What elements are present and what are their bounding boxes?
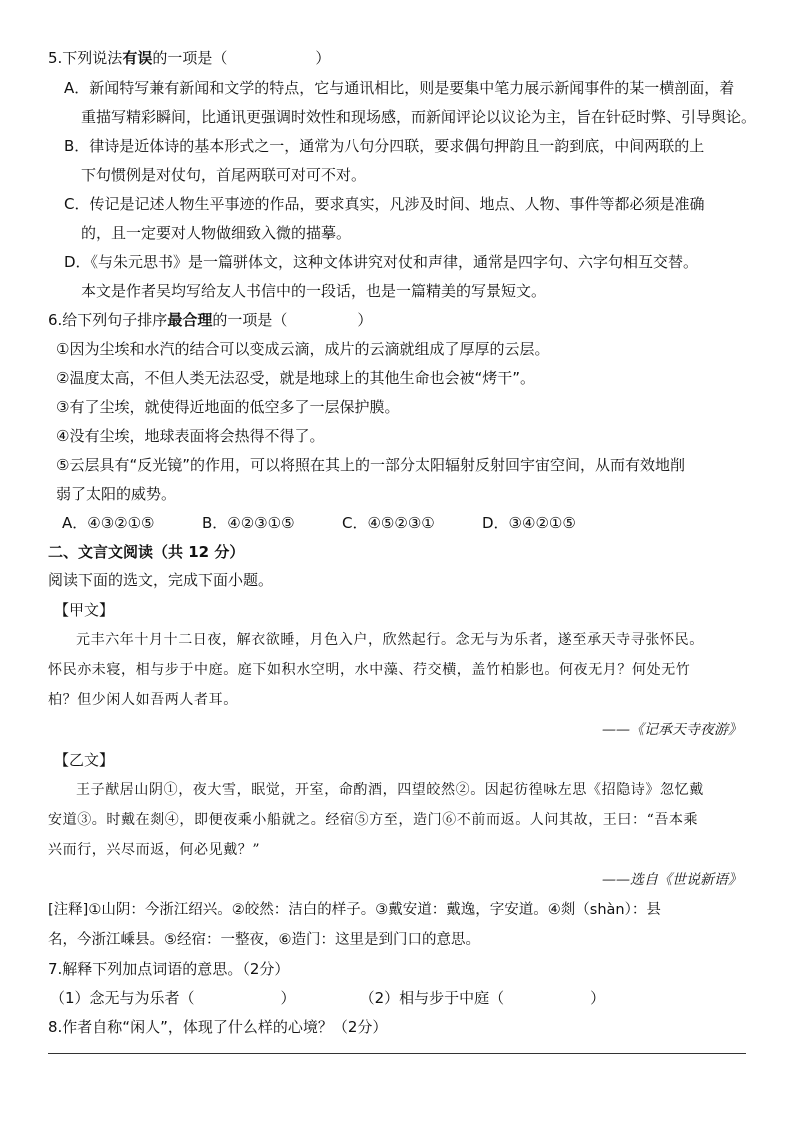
passage-jia-line-3: 柏？但少闲人如吾两人者耳。 bbox=[48, 692, 238, 708]
answer-line[interactable] bbox=[48, 1053, 746, 1054]
q5-option-c-cont: 的，且一定要对人物做细致入微的描摹。 bbox=[81, 224, 352, 242]
q8-stem: 8.作者自称“闲人”，体现了什么样的心境？（2分） bbox=[48, 1018, 388, 1036]
q5-option-a: A．新闻特写兼有新闻和文学的特点，它与通讯相比，则是要集中笔力展示新闻事件的某一横剖面，着 bbox=[64, 79, 735, 97]
section-2-title: 二、文言文阅读（共 12 分） bbox=[48, 543, 245, 561]
q5-option-c: C．传记是记述人物生平事迹的作品，要求真实，凡涉及时间、地点、人物、事件等都必须是准确 bbox=[64, 195, 705, 213]
q6-choice-c[interactable]: C．④⑤②③① bbox=[342, 514, 435, 532]
section-2-score: （共 12 分） bbox=[153, 543, 245, 561]
passage-jia-line-1: 元丰六年十月十二日夜，解衣欲睡，月色入户，欣然起行。念无与为乐者，遂至承天寺寻张怀民。 bbox=[76, 632, 704, 648]
annotation-line-2: 名，今浙江嵊县。⑤经宿：一整夜，⑥造门：这里是到门口的意思。 bbox=[48, 932, 480, 948]
q5-option-d-cont: 本文是作者吴均写给友人书信中的一段话，也是一篇精美的写景短文。 bbox=[81, 282, 547, 300]
q6-sentence-5: ⑤云层具有“反光镜”的作用，可以将照在其上的一部分太阳辐射反射回宇宙空间，从而有效地削 bbox=[56, 456, 685, 474]
q6-choice-b[interactable]: B．④②③①⑤ bbox=[202, 514, 295, 532]
q5-option-b: B．律诗是近体诗的基本形式之一，通常为八句分四联，要求偶句押韵且一韵到底，中间两联的上 bbox=[64, 137, 705, 155]
q5-option-d: D．《与朱元思书》是一篇骈体文，这种文体讲究对仗和声律，通常是四字句、六字句相互交替。 bbox=[64, 253, 699, 271]
q5-option-a-cont: 重描写精彩瞬间，比通讯更强调时效性和现场感，而新闻评论以议论为主，旨在针砭时弊、引导舆论。 bbox=[81, 108, 757, 126]
q7-items: （1）念无与为乐者（ ） （2）相与步于中庭（ ） bbox=[50, 989, 606, 1007]
passage-yi-line-2: 安道③。时戴在剡④，即便夜乘小船就之。经宿⑤方至，造门⑥不前而返。人问其故，王曰：“吾本乘 bbox=[48, 812, 699, 828]
q5-stem: 5.下列说法有误的一项是（ ） bbox=[48, 49, 331, 67]
q7-item-2: （2）相与步于中庭（ bbox=[359, 989, 505, 1007]
q5-option-b-cont: 下句惯例是对仗句，首尾两联可对可不对。 bbox=[81, 166, 367, 184]
passage-jia-line-2: 怀民亦未寝，相与步于中庭。庭下如积水空明，水中藻、荇交横，盖竹柏影也。何夜无月？何处无竹 bbox=[48, 662, 691, 678]
annotation-line-1: [注释]①山阴：今浙江绍兴。②皎然：洁白的样子。③戴安道：戴逸，字安道。④剡（shàn）：县 bbox=[48, 902, 661, 918]
q6-sentence-1: ①因为尘埃和水汽的结合可以变成云滴，成片的云滴就组成了厚厚的云层。 bbox=[56, 340, 550, 358]
q7-item-1: （1）念无与为乐者（ bbox=[50, 989, 195, 1007]
passage-jia-label: 【甲文】 bbox=[54, 601, 115, 619]
q6-sentence-2: ②温度太高，不但人类无法忍受，就是地球上的其他生命也会被“烤干”。 bbox=[56, 369, 535, 387]
passage-yi-label: 【乙文】 bbox=[54, 751, 115, 769]
exam-page bbox=[48, 46, 757, 1042]
q7-stem: 7.解释下列加点词语的意思。（2分） bbox=[48, 960, 290, 978]
section-2-instruction: 阅读下面的选文，完成下面小题。 bbox=[48, 571, 274, 589]
q6-sentence-5-cont: 弱了太阳的威势。 bbox=[56, 485, 177, 503]
q6-choice-d[interactable]: D．③④②①⑤ bbox=[482, 514, 576, 532]
q6-stem: 6.给下列句子排序最合理的一项是（ ） bbox=[48, 311, 373, 329]
passage-jia-source: ——《记承天寺夜游》 bbox=[602, 722, 742, 738]
q5-stem-emphasis: 有误 bbox=[122, 49, 153, 67]
q6-stem-emphasis: 最合理 bbox=[167, 311, 213, 329]
q6-choice-a[interactable]: A．④③②①⑤ bbox=[62, 514, 155, 532]
passage-yi-line-3: 兴而行，兴尽而返，何必见戴？” bbox=[48, 842, 261, 858]
q6-sentence-4: ④没有尘埃，地球表面将会热得不得了。 bbox=[56, 427, 325, 445]
passage-yi-source: ——选自《世说新语》 bbox=[602, 872, 742, 888]
passage-yi-line-1: 王子猷居山阴①，夜大雪，眠觉，开室，命酌酒，四望皎然②。因起彷徨咏左思《招隐诗》忽忆戴 bbox=[76, 782, 704, 798]
q6-sentence-3: ③有了尘埃，就使得近地面的低空多了一层保护膜。 bbox=[56, 398, 400, 416]
q6-choices bbox=[48, 509, 748, 538]
